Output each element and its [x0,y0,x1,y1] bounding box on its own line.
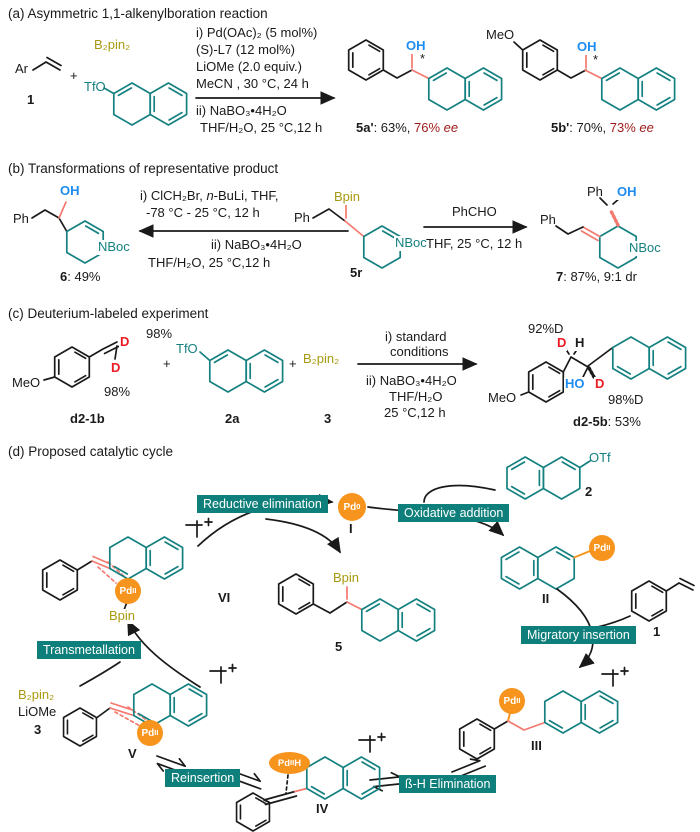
ph-label: Ph [587,184,603,199]
oh-label: OH [617,184,637,199]
deuterium-label: D [120,334,130,349]
phenyl-ring [43,560,78,600]
arrow-to-product-5 [266,519,340,552]
compound-5-label: 5 [335,639,343,654]
dihydronaphthalene-ring [613,337,686,379]
section-b-title: (b) Transformations of representative product [8,161,279,176]
liome-label: LiOMe [18,704,57,719]
condition-line: THF/H₂O, 25 °C,12 h [200,120,323,135]
compound-6-caption: 6: 49% [60,269,101,284]
compound-3-label: 3 [324,411,332,426]
deuterium-label: D [557,335,567,350]
pdII-badge: Pd II [499,688,525,714]
dihydronaphthalene-ring [429,68,502,110]
otf-label: OTf [589,450,611,465]
condition-line: i) ClCH₂Br, n-BuLi, THF, [140,188,279,203]
compound-1-label: 1 [653,624,661,639]
condition-line: THF/H₂O [389,389,443,404]
struct-triflate-a [104,83,187,125]
struct-styrene-1 [632,579,694,622]
step-transmetallation: Transmetallation [37,641,141,659]
plus-sign: + [70,68,78,83]
intermediate-III-label: III [531,738,542,753]
nboc-label: NBoc [98,239,130,254]
ph-label: Ph [13,211,29,226]
step-beta-h-elimination: ß-H Elimination [399,775,496,793]
cation-charge-icon [602,668,628,687]
intermediate-II-label: II [542,591,550,606]
pdII-badge: Pd II [115,578,141,604]
compound-7-caption: 7: 87%, 9:1 dr [556,269,637,284]
feed-curve-3 [80,662,120,686]
section-a-title: (a) Asymmetric 1,1-alkenylboration reaction [8,6,268,21]
phenyl-ring [55,347,90,387]
pdII-badge: Pd II [589,535,615,561]
tfo-label: TfO [176,341,198,356]
dihydronaphthalene-ring [501,547,574,589]
compound-2a-label: 2a [225,411,240,426]
condition-line: -78 °C - 25 °C, 12 h [146,205,260,220]
intermediate-V-label: V [128,746,137,761]
hydrogen-label: H [575,335,585,350]
dihydronaphthalene-ring [545,691,618,733]
dihydronaphthalene-ring [114,83,187,125]
dihydronaphthalene-ring [110,537,183,579]
condition-line: MeCN , 30 °C, 24 h [196,76,309,91]
cation-charge-icon [359,734,385,753]
struct-substrate-1 [33,58,61,71]
dihydronaphthalene-ring [362,599,435,641]
pdII-badge: Pd II [137,720,163,746]
pd0-catalyst-badge: Pd 0 [338,493,366,521]
pdII-hydride-badge: Pd II H [269,752,310,774]
step-oxidative-addition: Oxidative addition [398,504,509,522]
compound-3-label: 3 [34,722,42,737]
nboc-label: NBoc [629,240,661,255]
deuteration-percent: 98% [104,384,131,399]
struct-d2-5b [521,337,686,402]
b2pin2-label: B₂pin₂ [18,687,55,702]
struct-7 [556,198,636,268]
step-migratory-insertion: Migratory insertion [521,626,636,644]
oh-label: OH [577,39,597,54]
cation-charge-icon [186,519,212,538]
phenyl-ring [460,719,495,759]
bpin-label: Bpin [334,189,361,204]
step-reinsertion: Reinsertion [165,769,240,787]
condition-line: THF/H₂O, 25 °C,12 h [148,255,271,270]
b2pin2-label: B₂pin₂ [94,37,131,52]
oh-label: OH [60,183,80,198]
struct-V [64,684,207,746]
bpin-label: Bpin [333,570,360,585]
arrow-reagent: PhCHO [452,204,497,219]
condition-line: ii) NaBO₃•4H₂O [196,103,287,118]
oh-label: OH [406,38,426,53]
bpin-label: Bpin [109,608,136,623]
condition-line: 25 °C,12 h [384,405,446,420]
section-c-title: (c) Deuterium-labeled experiment [8,306,209,321]
tfo-label: TfO [84,79,106,94]
dihydronaphthalene-ring [507,457,580,499]
b2pin2-label: B₂pin₂ [303,351,340,366]
ph-label: Ph [294,210,310,225]
compound-d2-1b-label: d2-1b [70,411,105,426]
condition-line: LiOMe (2.0 equiv.) [196,59,302,74]
phenyl-ring [279,574,314,614]
phenyl-ring [64,708,97,746]
condition-line: conditions [390,344,449,359]
compound-1-label: 1 [27,92,35,107]
condition-line: i) standard [385,329,447,344]
phenyl-ring [523,40,558,80]
compound-5r-label: 5r [350,265,363,280]
phenyl-ring [349,40,384,80]
dihydronaphthalene-ring [210,350,283,392]
intermediate-VI-label: VI [218,590,231,605]
plus-sign: + [289,356,297,371]
struct-VI [43,537,183,610]
condition-line: i) Pd(OAc)₂ (5 mol%) [196,25,318,40]
product-5b-caption: 5b': 70%, 73% ee [551,120,654,135]
section-d-title: (d) Proposed catalytic cycle [8,444,174,459]
meo-label: MeO [488,390,517,405]
condition-line: ii) NaBO₃•4H₂O [211,237,302,252]
struct-6 [32,202,103,263]
condition-line: (S)-L7 (12 mol%) [196,42,295,57]
compound-d2-5b-caption: d2-5b: 53% [573,414,641,429]
plus-sign: + [163,356,171,371]
dihydronaphthalene-ring [602,68,675,110]
deuteration-percent: 98% [146,326,173,341]
feed-curve-2 [424,486,495,502]
struct-IV [237,757,380,831]
meo-label: MeO [486,27,515,42]
stereocenter-star: * [420,51,426,66]
struct-II [501,547,590,589]
nboc-label: NBoc [395,235,427,250]
cation-charge-icon [210,665,236,684]
phenyl-ring [237,793,270,831]
ar-label: Ar [15,61,28,76]
phenyl-ring [632,581,667,621]
deuteration-percent: 92%D [528,321,564,336]
stereocenter-star: * [593,52,599,67]
product-5a-caption: 5a': 63%, 76% ee [356,120,459,135]
intermediate-IV-label: IV [316,801,329,816]
condition-line: ii) NaBO₃•4H₂O [366,373,457,388]
deuteration-percent: 98%D [608,392,644,407]
deuterium-label: D [111,360,121,375]
intermediate-I-label: I [349,521,353,536]
step-reductive-elimination: Reductive elimination [197,495,328,513]
condition-line: THF, 25 °C, 12 h [426,236,523,251]
struct-d2-1b [44,342,119,387]
dihydronaphthalene-ring [307,757,380,799]
struct-2 [507,457,593,499]
compound-2-label: 2 [585,484,593,499]
phenyl-ring [529,362,564,402]
struct-2a [200,350,283,392]
ho-label: HO [565,376,585,391]
meo-label: MeO [12,375,41,390]
ph-label: Ph [540,212,556,227]
struct-5r [313,203,400,268]
deuterium-label: D [595,376,605,391]
